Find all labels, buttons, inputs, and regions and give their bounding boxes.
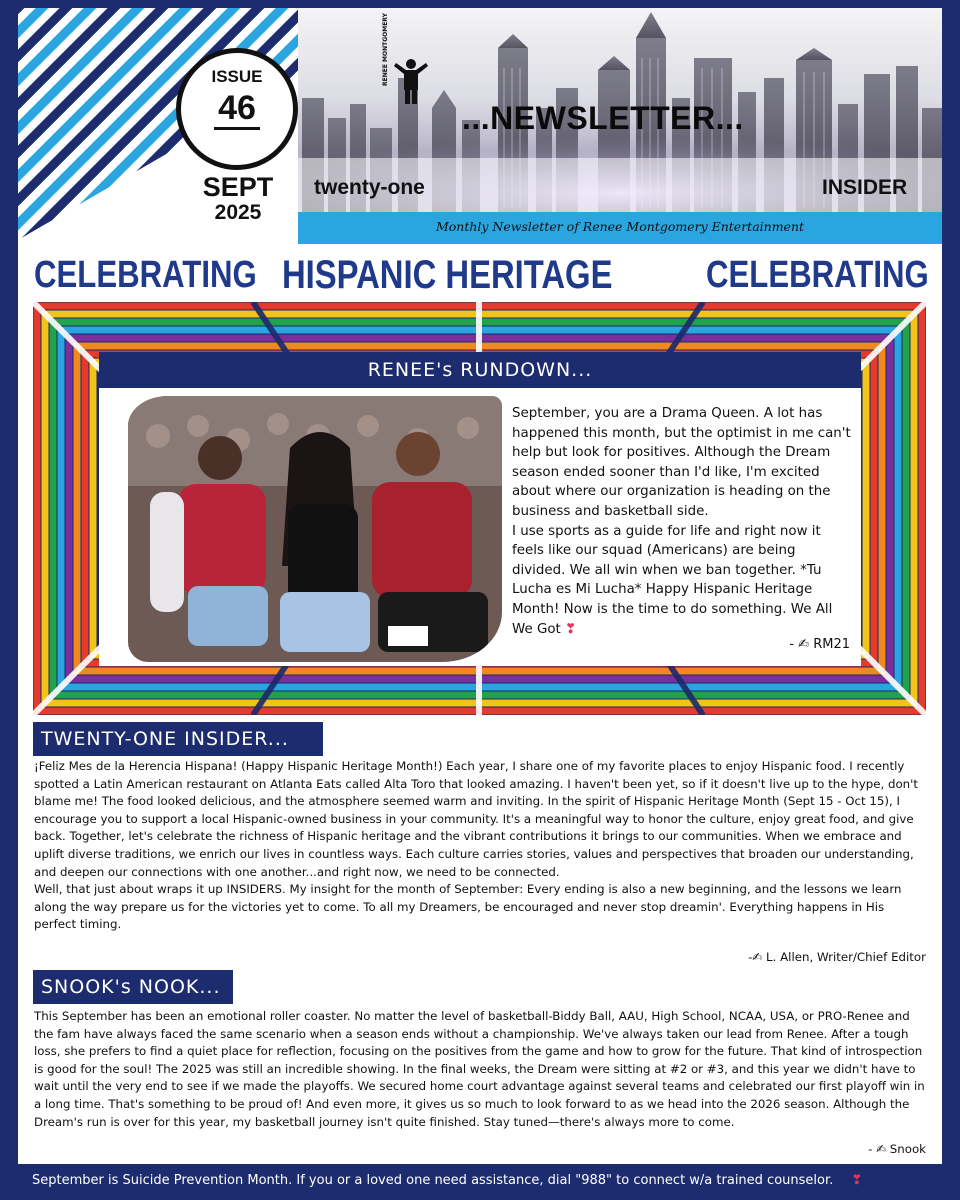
issue-badge bbox=[176, 48, 298, 170]
footer-bar bbox=[18, 1164, 942, 1200]
rundown-title: RENEE's RUNDOWN... bbox=[367, 359, 593, 381]
rundown-paragraph-1: September, you are a Drama Queen. A lot has happened this month, but the optimist in me can't help but look for positives. Although the Dream season ended sooner than I'd like, I'm excited about where our organization is heading on the business and basketball side. bbox=[512, 406, 851, 519]
rundown-paragraph-2-text: I use sports as a guide for life and right now it feels like our squad (Americans) are being divided. We all win when we ban together. *Tu Lucha es Mi Lucha* Happy Hispanic Heritage Month! Now is the time to do something. We All We Got bbox=[512, 523, 833, 637]
banner-center: HISPANIC HERITAGE bbox=[282, 253, 613, 297]
insider-body bbox=[34, 758, 926, 934]
rundown-header bbox=[99, 352, 861, 388]
insider-signature: -✍ L. Allen, Writer/Chief Editor bbox=[748, 950, 926, 964]
snook-signature: - ✍ Snook bbox=[868, 1142, 926, 1156]
rundown-text bbox=[512, 404, 852, 639]
footer-message bbox=[32, 1164, 932, 1198]
snook-section-header: SNOOK's NOOK... bbox=[33, 970, 233, 1004]
rundown-paragraph-2 bbox=[512, 522, 852, 640]
snook-paragraph: This September has been an emotional roller coaster. No matter the level of basketball-Biddy Ball, AAU, High School, NCAA, USA, or PRO-Renee and the fam have always faced the same scenario when a season ends without a championship. We've always taken our lead from Renee. After a tough loss, she prefers to find a quiet place for reflection, focusing on the positives from the game and how to grow for the future. That kind of introspection is good for the soul! The 2025 was still an incredible showing. In the final weeks, the Dream were sitting at #2 or #3, and this year we didn't have to wait until the very end to see if we made the playoffs. We secured home court advantage against several teams and celebrated our first playoff win in a long time. That's something to be proud of! And even more, it gives us so much to look forward to as we head into the 2026 season. Although the Dream's run is over for this year, my basketball journey isn't quite finished. Stay tuned—there's always more to come. bbox=[34, 1009, 925, 1129]
logo-text: RENEE MONTGOMERY bbox=[382, 13, 389, 86]
issue-number: 46 bbox=[214, 89, 260, 130]
insider-label: INSIDER bbox=[822, 176, 908, 199]
twenty-one-label: twenty-one bbox=[314, 176, 425, 199]
subtitle-text: Monthly Newsletter of Renee Montgomery Entertainment bbox=[435, 219, 805, 234]
insider-paragraph-2: Well, that just about wraps it up INSIDERS. My insight for the month of September: Every ending is also a new beginning, and the lessons we learn along the way prepare us for the victories yet to come. To all my Dreamers, be encouraged and never stop dreamin'. Everything happens in His perfect timing. bbox=[34, 882, 902, 932]
issue-month: SEPT bbox=[202, 172, 274, 202]
issue-label: ISSUE bbox=[211, 67, 263, 86]
banner-right: CELEBRATING bbox=[706, 254, 929, 296]
snook-body bbox=[34, 1008, 926, 1131]
newsletter-title: ...NEWSLETTER... bbox=[462, 100, 744, 136]
heart-icon: ❣ bbox=[565, 621, 577, 637]
issue-year: 2025 bbox=[214, 201, 262, 224]
footer-heart-icon: ❣ bbox=[851, 1173, 863, 1188]
subtitle-bar bbox=[298, 212, 942, 244]
arena-photo bbox=[128, 396, 502, 662]
frame-right bbox=[942, 0, 960, 1200]
frame-top bbox=[0, 0, 960, 8]
frame-left bbox=[0, 0, 18, 1200]
footer-text: September is Suicide Prevention Month. If you or a loved one need assistance, dial "988" to connect w/a trained counselor. bbox=[32, 1173, 834, 1188]
logo-icon bbox=[390, 56, 432, 106]
issue-date bbox=[182, 172, 294, 224]
banner-left: CELEBRATING bbox=[34, 254, 257, 296]
rundown-signature: - ✍ RM21 bbox=[789, 637, 850, 652]
insider-paragraph-1: ¡Feliz Mes de la Herencia Hispana! (Happy Hispanic Heritage Month!) Each year, I share one of my favorite places to enjoy Hispanic food. I recently spotted a Latin American restaurant on Atlanta Eats called Alta Toro that looked amazing. I haven't been yet, so if it doesn't live up to the hype, don't blame me! The food looked delicious, and the atmosphere seemed warm and inviting. In the spirit of Hispanic Heritage Month (Sept 15 - Oct 15), I encourage you to support a local Hispanic-owned business in your community. It's a meaningful way to honor the culture, enjoy great food, and give back. Together, let's celebrate the richness of Hispanic heritage and the vibrant contributions it brings to our communities. When we embrace and uplift diverse traditions, we enrich our lives in countless ways. Each culture carries stories, values and perspectives that broaden our understanding, and deepen our connections with one another...and right now, we need to be connected. bbox=[34, 759, 919, 879]
insider-section-header: TWENTY-ONE INSIDER... bbox=[33, 722, 323, 756]
